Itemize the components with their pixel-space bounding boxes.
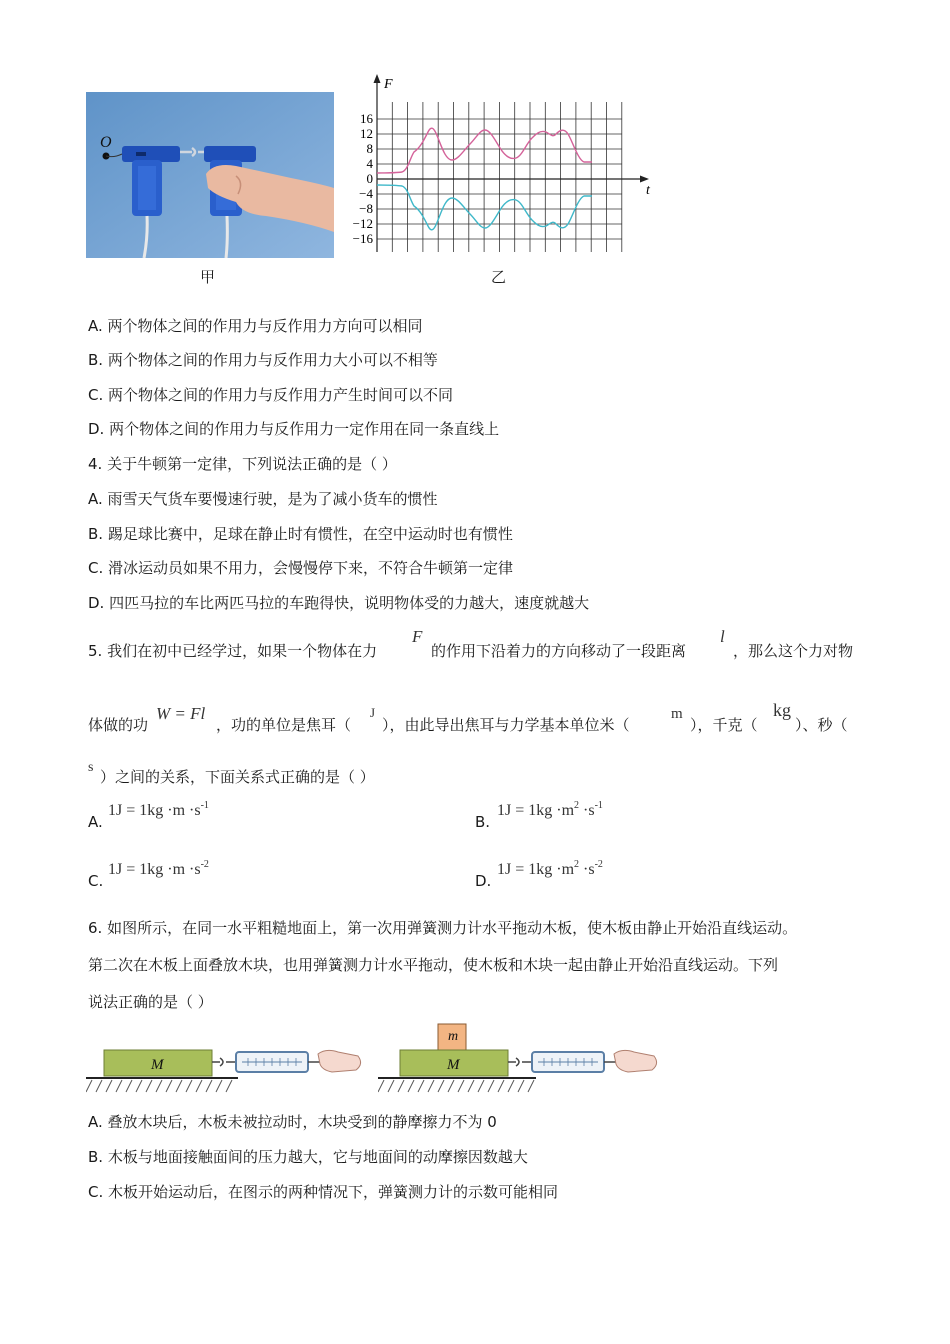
y-tick-label: −8 xyxy=(359,201,373,216)
point-o-label: O xyxy=(100,134,112,151)
q5-line2-e: ）、秒（ xyxy=(795,716,848,734)
q5-option-c-label: C. xyxy=(88,872,104,890)
q5-symbol-l: l xyxy=(720,627,725,646)
q5-line1-a: 5. 我们在初中已经学过，如果一个物体在力 xyxy=(88,642,378,660)
y-tick-label: −4 xyxy=(359,186,373,201)
caption-yi: 乙 xyxy=(491,268,507,286)
q4-option-a: A. 雨雪天气货车要慢速行驶，是为了减小货车的惯性 xyxy=(88,490,438,508)
q5-symbol-f: F xyxy=(412,627,423,646)
q3-option-d: D. 两个物体之间的作用力与反作用力一定作用在同一条直线上 xyxy=(88,420,500,438)
q5-option-b-formula: $1J = 1kg \cdot m^2 \cdot s^{-1}$ xyxy=(497,800,603,819)
caption-jia: 甲 xyxy=(200,268,216,286)
y-tick-label: 8 xyxy=(366,141,373,156)
q5-line2-d: ），千克（ xyxy=(690,716,758,734)
x-axis xyxy=(377,176,649,183)
q5-unit-j: J xyxy=(370,705,376,720)
q5-option-c-formula: $1J = 1kg \cdot m \cdot s^{-2}$ xyxy=(108,859,209,878)
y-tick-label: −16 xyxy=(352,231,373,246)
graph-grid xyxy=(377,102,622,252)
board-label-first: M xyxy=(151,1057,164,1073)
y-tick-label: 16 xyxy=(360,111,373,126)
q5-line1-c: ，那么这个力对物 xyxy=(733,642,854,660)
spring-scale-board-figure xyxy=(86,1022,366,1098)
q4-option-b: B. 踢足球比赛中，足球在静止时有惯性，在空中运动时也有惯性 xyxy=(88,525,513,543)
y-tick-label: −12 xyxy=(352,216,373,231)
q6-stem-line2: 第二次在木板上面叠放木块，也用弹簧测力计水平拖动，使木板和木块一起由静止开始沿直线运动。下列 xyxy=(88,956,779,974)
q5-option-b-label: B. xyxy=(475,813,491,831)
y-tick-label: 0 xyxy=(366,171,373,186)
y-tick-label: 4 xyxy=(366,156,373,171)
y-axis xyxy=(374,74,381,252)
q5-line2-a: 体做的功 xyxy=(88,716,149,734)
q4-stem: 4. 关于牛顿第一定律，下列说法正确的是（ ） xyxy=(88,455,397,473)
q5-line2-c: ），由此导出焦耳与力学基本单位米（ xyxy=(382,716,630,734)
q5-option-a-label: A. xyxy=(88,813,103,831)
q6-option-a: A. 叠放木块后，木板未被拉动时，木块受到的静摩擦力不为 0 xyxy=(88,1113,497,1131)
q4-option-d: D. 四匹马拉的车比两匹马拉的车跑得快，说明物体受的力越大，速度就越大 xyxy=(88,594,590,612)
q4-option-c: C. 滑冰运动员如果不用力，会慢慢停下来，不符合牛顿第一定律 xyxy=(88,559,514,577)
q3-option-c: C. 两个物体之间的作用力与反作用力产生时间可以不同 xyxy=(88,386,454,404)
board-label-second: M xyxy=(447,1057,460,1073)
y-axis-label: F xyxy=(384,77,393,92)
force-time-graph xyxy=(340,72,670,258)
q5-line2-b: ，功的单位是焦耳（ xyxy=(216,716,352,734)
q5-unit-m: m xyxy=(671,706,683,722)
block-label: m xyxy=(448,1029,459,1044)
q5-formula-w: W = Fl xyxy=(156,704,206,723)
q6-option-b: B. 木板与地面接触面间的压力越大，它与地面间的动摩擦因数越大 xyxy=(88,1148,528,1166)
q5-line3: ）之间的关系，下面关系式正确的是（ ） xyxy=(100,768,375,786)
q5-line1-b: 的作用下沿着力的方向移动了一段距离 xyxy=(431,642,687,660)
x-axis-label: t xyxy=(646,183,650,198)
q6-option-c: C. 木板开始运动后，在图示的两种情况下，弹簧测力计的示数可能相同 xyxy=(88,1183,559,1201)
q3-option-a: A. 两个物体之间的作用力与反作用力方向可以相同 xyxy=(88,317,423,335)
q6-stem-line3: 说法正确的是（ ） xyxy=(88,993,213,1011)
force-sensor-photo xyxy=(86,92,334,258)
q5-option-d-formula: $1J = 1kg \cdot m^2 \cdot s^{-2}$ xyxy=(497,859,603,878)
spring-scale-board-block-figure xyxy=(378,1022,662,1098)
q3-option-b: B. 两个物体之间的作用力与反作用力大小可以不相等 xyxy=(88,351,438,369)
q5-option-d-label: D. xyxy=(475,872,492,890)
q5-unit-kg: kg xyxy=(773,700,791,720)
y-tick-label: 12 xyxy=(360,126,373,141)
q5-option-a-formula: $1J = 1kg \cdot m \cdot s^{-1}$ xyxy=(108,800,209,819)
q6-stem-line1: 6. 如图所示，在同一水平粗糙地面上，第一次用弹簧测力计水平拖动木板，使木板由静止开始沿直线运动。 xyxy=(88,919,798,937)
q5-unit-s: s xyxy=(88,760,94,775)
